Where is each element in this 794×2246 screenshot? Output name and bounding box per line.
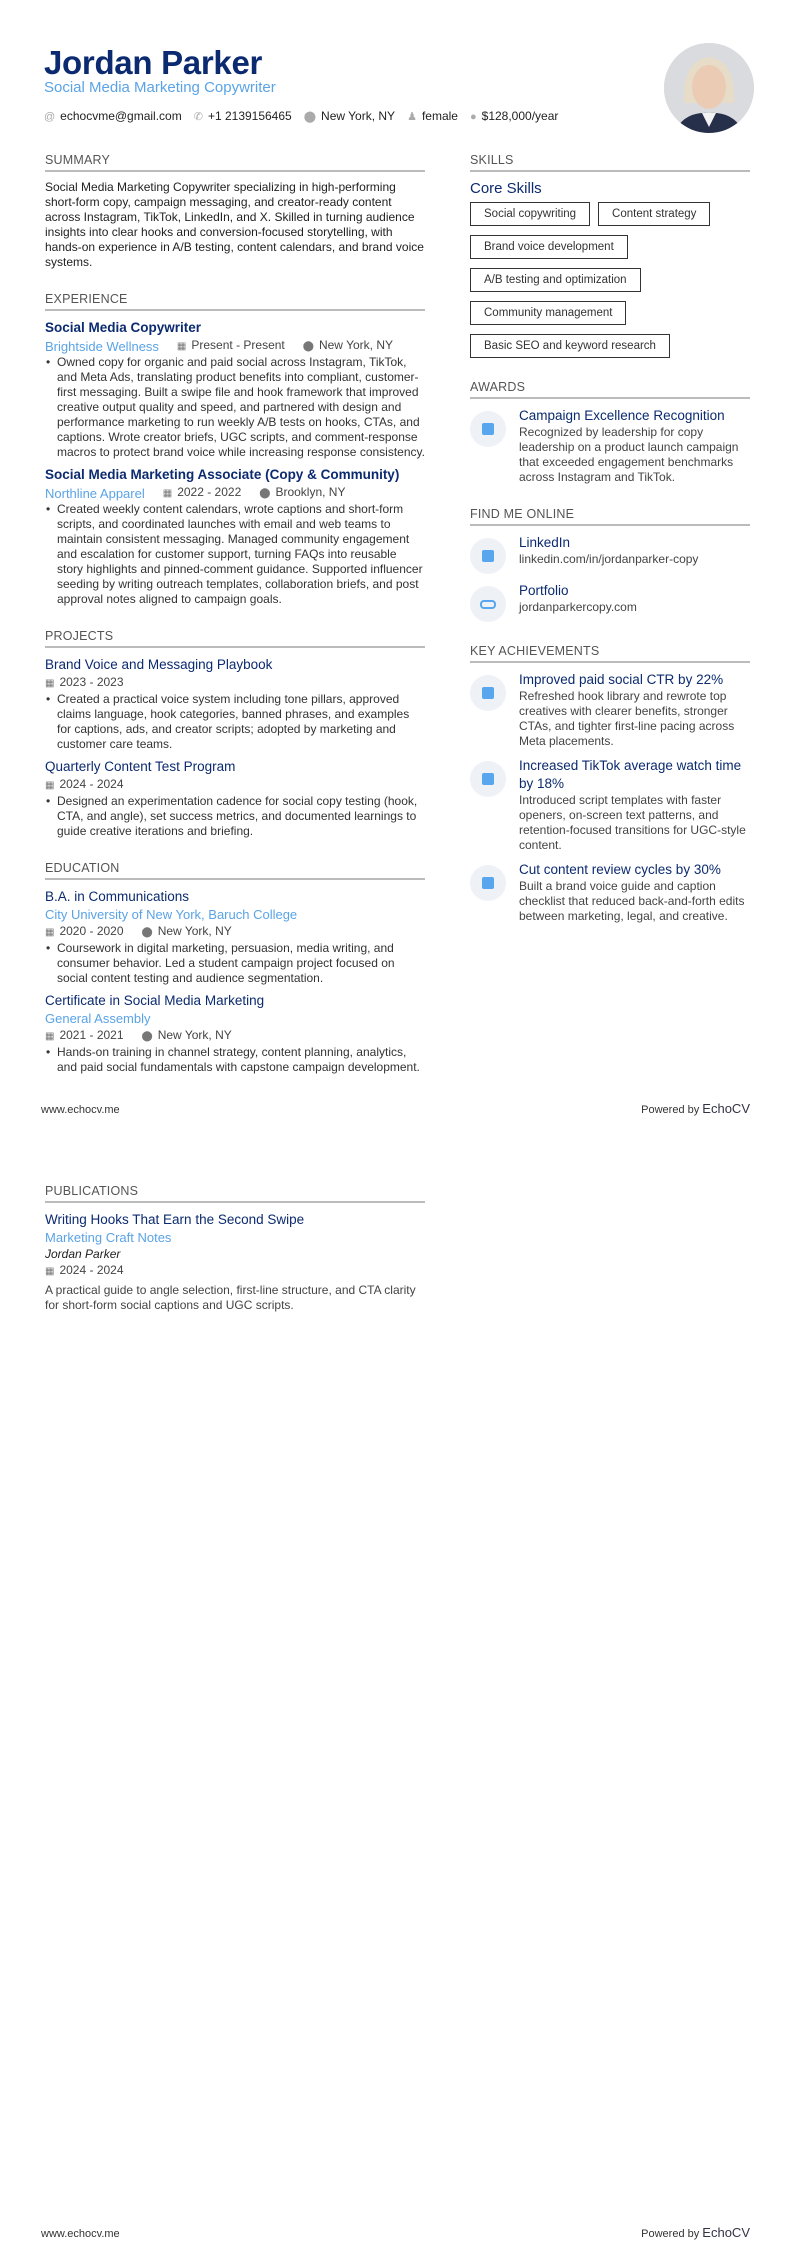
online-profile-title[interactable]: LinkedIn xyxy=(519,535,571,550)
candidate-name: Jordan Parker xyxy=(44,44,263,81)
section-heading-projects: PROJECTS xyxy=(45,629,425,648)
date-range: 2024 - 2024 xyxy=(59,777,124,791)
footer-site[interactable]: www.echocv.me xyxy=(41,2228,120,2240)
online-profile-item xyxy=(470,534,750,574)
contact-text: New York, NY xyxy=(321,109,396,123)
project-item xyxy=(45,758,425,839)
item-meta xyxy=(45,923,425,941)
location-text: Brooklyn, NY xyxy=(275,485,346,499)
at-icon: @ xyxy=(44,111,56,123)
section-heading-achievement: KEY ACHIEVEMENTS xyxy=(470,644,750,663)
skill-chip: Brand voice development xyxy=(470,235,628,259)
online-profile-item xyxy=(470,582,750,622)
education-item xyxy=(45,888,425,986)
achievement-item xyxy=(470,757,750,853)
calendar-icon: ▦ xyxy=(45,1031,55,1042)
education-item xyxy=(45,992,425,1075)
brand-name: EchoCV xyxy=(702,2225,750,2240)
document-icon-glyph xyxy=(482,550,494,562)
award-section xyxy=(470,380,750,485)
left-column-page2 xyxy=(45,1184,425,1335)
calendar-icon: ▦ xyxy=(45,927,55,938)
person-icon: ♟ xyxy=(407,111,417,123)
section-heading-publications: PUBLICATIONS xyxy=(45,1184,425,1203)
archive-icon xyxy=(470,865,506,901)
skill-chip: Content strategy xyxy=(598,202,710,226)
school-name: General Assembly xyxy=(45,1011,151,1026)
achievement-body xyxy=(519,757,750,853)
project-item xyxy=(45,656,425,752)
location-pin-icon: ⬤ xyxy=(141,1031,153,1042)
bullet-list xyxy=(45,1045,425,1075)
contact-item xyxy=(304,109,395,123)
position-title: Social Media Marketing Associate (Copy & Community) xyxy=(45,467,400,482)
section-heading-award: AWARDS xyxy=(470,380,750,399)
bullet-list xyxy=(45,502,425,607)
experience-item xyxy=(45,466,425,607)
achievement-desc: Built a brand voice guide and caption checklist that reduced back-and-forth edits between marketing, legal, and creative. xyxy=(519,879,745,923)
achievement-body xyxy=(519,671,750,749)
footer-site[interactable]: www.echocv.me xyxy=(41,1104,120,1116)
skills-section xyxy=(470,153,750,358)
section-heading-summary: SUMMARY xyxy=(45,153,425,172)
right-column xyxy=(470,153,750,946)
salary-icon: ● xyxy=(469,111,477,123)
date-range: 2022 - 2022 xyxy=(177,485,242,499)
skill-chip: Community management xyxy=(470,301,626,325)
achievement-desc: Introduced script templates with faster openers, on-screen text patterns, and retention-focused transitions for UGC-style content. xyxy=(519,793,746,852)
contact-item xyxy=(470,109,558,123)
date-range: 2020 - 2020 xyxy=(59,924,124,938)
footer-powered xyxy=(641,2225,750,2240)
date-range: 2024 - 2024 xyxy=(59,1263,124,1277)
skill-chip: A/B testing and optimization xyxy=(470,268,641,292)
achievement-item xyxy=(470,861,750,924)
avatar xyxy=(664,43,754,133)
online-profile-desc[interactable]: jordanparkercopy.com xyxy=(519,600,637,614)
calendar-icon: ▦ xyxy=(45,1266,55,1277)
date-range: 2021 - 2021 xyxy=(59,1028,124,1042)
achievement-title: Increased TikTok average watch time by 18% xyxy=(519,758,742,791)
bullet: • Created a practical voice system including tone pillars, approved claims language, hook categories, banned phrases, and examples for captions, ads, and creator scripts; adopted by marketing and customer care teams. xyxy=(45,692,425,752)
bullet: • Created weekly content calendars, wrote captions and short-form scripts, and coordinated launches with email and web teams to maintain consistent messaging. Managed community engagement and escalation for customer support, turning FAQs into reusable story highlights and pinned-comment guidance. Supported influencer seeding by writing outreach templates, collaboration briefs, and post approval notes aligned to campaign goals. xyxy=(45,502,425,607)
summary-text: Social Media Marketing Copywriter specializing in high-performing short-form copy, campaign messaging, and creator-ready content across Instagram, TikTok, LinkedIn, and X. Skilled in turning audience insights into clear hooks and conversion-focused storytelling, with hands-on experience in A/B testing, content calendars, and brand voice systems. xyxy=(45,180,424,269)
contact-item xyxy=(407,109,458,123)
company-row xyxy=(45,337,425,355)
bullet: • Designed an experimentation cadence for social copy testing (hook, CTA, and angle), set success metrics, and documented learnings to guide creative iterations and briefing. xyxy=(45,794,425,839)
publication-desc: A practical guide to angle selection, first-line structure, and CTA clarity for short-form social captions and UGC scripts. xyxy=(45,1283,416,1312)
bullet-list xyxy=(45,794,425,839)
contact-text: female xyxy=(421,109,458,123)
bullet: • Owned copy for organic and paid social across Instagram, TikTok, and Meta Ads, translating product benefits into compliant, customer-first messaging. Built a swipe file and hook framework that improved creative output quality and speed, and partnered with design and performance marketing to run weekly A/B tests on hooks, CTAs, and captions. Wrote creator briefs, UGC scripts, and comment-response macros to protect brand voice while increasing response consistency. xyxy=(45,355,425,460)
job-title: Social Media Marketing Copywriter xyxy=(44,79,276,96)
dates xyxy=(45,1027,124,1045)
award-item xyxy=(470,407,750,485)
calendar-icon: ▦ xyxy=(45,678,55,689)
school-name: City University of New York, Baruch College xyxy=(45,907,298,922)
archive-icon-glyph xyxy=(482,877,494,889)
item-meta xyxy=(45,1262,425,1280)
location-pin-icon: ⬤ xyxy=(302,341,314,352)
location-text: New York, NY xyxy=(318,338,393,352)
link-icon xyxy=(470,586,506,622)
calendar-icon: ▦ xyxy=(176,341,187,352)
link-icon-glyph xyxy=(480,600,496,609)
achievement-title: Improved paid social CTR by 22% xyxy=(519,672,724,687)
award-icon-glyph xyxy=(482,423,494,435)
contact-text: echocvme@gmail.com xyxy=(60,109,182,123)
powered-by-label: Powered by xyxy=(641,2228,700,2240)
location xyxy=(142,1027,232,1045)
online-profile-desc[interactable]: linkedin.com/in/jordanparker-copy xyxy=(519,552,699,566)
phone-icon: ✆ xyxy=(193,111,203,123)
date-range: 2023 - 2023 xyxy=(59,675,124,689)
powered-by-label: Powered by xyxy=(641,1104,700,1116)
item-meta xyxy=(45,776,425,794)
author: Jordan Parker xyxy=(45,1247,121,1261)
online-profile-body xyxy=(519,582,637,622)
publisher: Marketing Craft Notes xyxy=(45,1230,172,1245)
education-section xyxy=(45,861,425,1075)
location-text: New York, NY xyxy=(157,1028,232,1042)
online-profile-body xyxy=(519,534,698,574)
company-row xyxy=(45,484,425,502)
project-title: Quarterly Content Test Program xyxy=(45,759,236,774)
achievement-desc: Refreshed hook library and rewrote top creatives with clearer benefits, stronger CTAs, and tighter first-line pacing across Meta placements. xyxy=(519,689,735,748)
store-icon xyxy=(470,675,506,711)
location xyxy=(142,923,232,941)
company-name: Northline Apparel xyxy=(45,485,145,501)
publications-section xyxy=(45,1184,425,1313)
skill-chips xyxy=(470,202,750,358)
achievement-item xyxy=(470,671,750,749)
projects-section xyxy=(45,629,425,839)
location-pin-icon: ⬤ xyxy=(141,927,153,938)
achievement-section xyxy=(470,644,750,924)
bullet: • Coursework in digital marketing, persuasion, media writing, and consumer behavior. Led a student campaign project focused on social content testing and audience segmentation. xyxy=(45,941,425,986)
location-text: New York, NY xyxy=(157,924,232,938)
location xyxy=(259,484,345,502)
award-icon xyxy=(470,411,506,447)
dates xyxy=(163,484,242,502)
location xyxy=(303,337,393,355)
achievement-body xyxy=(519,861,750,924)
bullet-list xyxy=(45,355,425,460)
item-meta xyxy=(45,1027,425,1045)
dates xyxy=(45,776,124,794)
contact-bar xyxy=(44,109,558,123)
online-profile-section xyxy=(470,507,750,622)
contact-text: $128,000/year xyxy=(481,109,559,123)
company-name: Brightside Wellness xyxy=(45,338,159,354)
file-icon-glyph xyxy=(482,773,494,785)
section-heading-experience: EXPERIENCE xyxy=(45,292,425,311)
calendar-icon: ▦ xyxy=(45,780,55,791)
skill-chip: Social copywriting xyxy=(470,202,590,226)
experience-section xyxy=(45,292,425,607)
experience-item xyxy=(45,319,425,460)
brand-name: EchoCV xyxy=(702,1101,750,1116)
dates xyxy=(45,674,124,692)
award-desc: Recognized by leadership for copy leadership on a product launch campaign that exceeded engagement benchmarks across Instagram and TikTok. xyxy=(519,425,739,484)
contact-item xyxy=(194,109,292,123)
award-body xyxy=(519,407,750,485)
achievement-title: Cut content review cycles by 30% xyxy=(519,862,721,877)
publication-title: Writing Hooks That Earn the Second Swipe xyxy=(45,1212,305,1227)
section-heading-online-profile: FIND ME ONLINE xyxy=(470,507,750,526)
calendar-icon: ▦ xyxy=(162,488,173,499)
skill-group-title: Core Skills xyxy=(470,180,542,197)
bullet-list xyxy=(45,692,425,752)
section-heading-skills: SKILLS xyxy=(470,153,750,172)
online-profile-title[interactable]: Portfolio xyxy=(519,583,569,598)
contact-item xyxy=(44,109,182,123)
degree-title: Certificate in Social Media Marketing xyxy=(45,993,265,1008)
document-icon xyxy=(470,538,506,574)
project-title: Brand Voice and Messaging Playbook xyxy=(45,657,273,672)
contact-text: +1 2139156465 xyxy=(207,109,292,123)
summary-section xyxy=(45,153,425,270)
section-heading-education: EDUCATION xyxy=(45,861,425,880)
skill-chip: Basic SEO and keyword research xyxy=(470,334,670,358)
footer-powered xyxy=(641,1101,750,1116)
left-column-page1 xyxy=(45,153,425,1097)
degree-title: B.A. in Communications xyxy=(45,889,190,904)
dates xyxy=(45,1262,124,1280)
dates xyxy=(45,923,124,941)
file-icon xyxy=(470,761,506,797)
store-icon-glyph xyxy=(482,687,494,699)
award-title: Campaign Excellence Recognition xyxy=(519,408,725,423)
bullet-list xyxy=(45,941,425,986)
location-icon: ⬤ xyxy=(303,111,317,123)
date-range: Present - Present xyxy=(191,338,285,352)
location-pin-icon: ⬤ xyxy=(259,488,271,499)
bullet: • Hands-on training in channel strategy, content planning, analytics, and paid social fundamentals with capstone campaign development. xyxy=(45,1045,425,1075)
dates xyxy=(177,337,285,355)
item-meta xyxy=(45,674,425,692)
publication-item xyxy=(45,1211,425,1313)
position-title: Social Media Copywriter xyxy=(45,320,202,335)
